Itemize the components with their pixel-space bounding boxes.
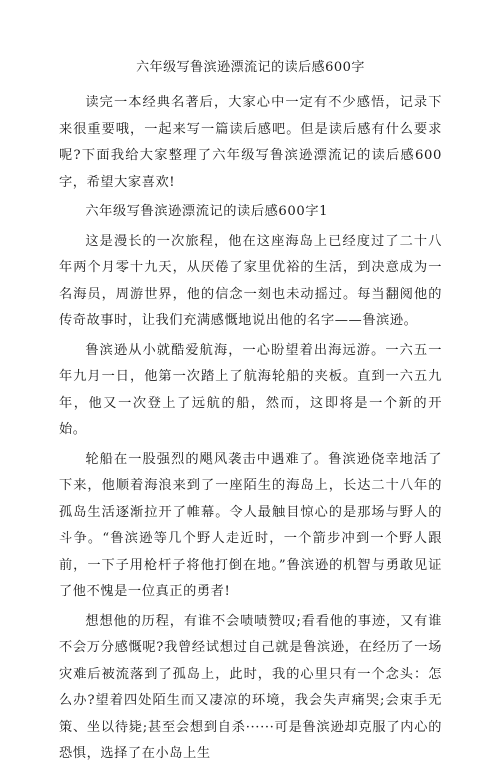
body-paragraph: 轮船在一股强烈的飓风袭击中遇难了。鲁滨逊侥幸地活了下来，他顺着海浪来到了一座陌生的海岛上，长达二十八年的孤岛生活逐渐拉开了帷幕。令人最触目惊心的是那场与野人的斗争。“鲁滨逊等几个野人走近时，一个箭步冲到一个野人跟前，一下子用枪杆子将他打倒在地。”鲁滨逊的机智与勇敢见证了他不愧是一位真正的勇者! xyxy=(59,451,442,599)
body-paragraph: 这是漫长的一次旅程，他在这座海岛上已经度过了二十八年两个月零十九天，从厌倦了家里优裕的生活，到决意成为一名海员，周游世界，他的信念一刻也未动摇过。每当翻阅他的传奇故事时，让我们充满感慨地说出他的名字——鲁滨逊。 xyxy=(59,233,442,328)
body-paragraph: 鲁滨逊从小就酷爱航海，一心盼望着出海远游。一六五一年九月一日，他第一次踏上了航海轮船的夹板。直到一六五九年，他又一次登上了远航的船，然而，这即将是一个新的开始。 xyxy=(59,342,442,437)
body-paragraph: 想想他的历程，有谁不会啧啧赞叹;看看他的事迹，又有谁不会万分感慨呢?我曾经试想过自己就是鲁滨逊，在经历了一场灾难后被流落到了孤岛上，此时，我的心里只有一个念头：怎么办?望着四处陌生而又凄凉的环境，我会失声痛哭;会束手无策、坐以待毙;甚至会想到自杀······可是鲁滨逊却克服了内心的恐惧，选择了在小岛上生 xyxy=(59,613,442,761)
section-heading: 六年级写鲁滨逊漂流记的读后感600字1 xyxy=(85,204,329,219)
document-title: 六年级写鲁滨逊漂流记的读后感600字 xyxy=(136,60,365,75)
intro-paragraph: 读完一本经典名著后，大家心中一定有不少感悟，记录下来很重要哦，一起来写一篇读后感吧。但是读后感有什么要求呢?下面我给大家整理了六年级写鲁滨逊漂流记的读后感600字，希望大家喜欢! xyxy=(59,95,442,190)
document-body xyxy=(59,58,442,771)
